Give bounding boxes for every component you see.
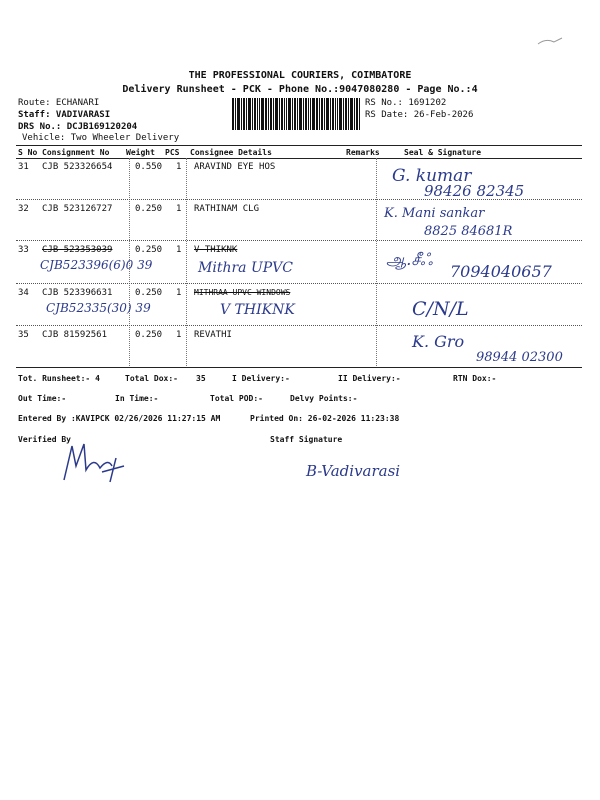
remark-handwritten: C/N/L [412, 298, 469, 320]
row-weight: 0.250 [135, 330, 163, 340]
row-weight: 0.550 [135, 162, 163, 172]
row-weight: 0.250 [135, 288, 163, 298]
staff-signature-handwritten: B-Vadivarasi [306, 462, 401, 480]
row-sno: 34 [18, 288, 29, 298]
printed-on: Printed On: 26-02-2026 11:23:38 [250, 414, 400, 423]
corrected-consignee-handwritten: Mithra UPVC [198, 260, 293, 276]
rs-number: RS No.: 1691202 [365, 98, 447, 108]
receiver-phone-handwritten: 8825 84681R [424, 224, 513, 239]
entered-by: Entered By :KAVIPCK 02/26/2026 11:27:15 AM [18, 414, 221, 423]
row-consignment: CJB 81592561 [42, 330, 108, 340]
row-weight: 0.250 [135, 245, 163, 255]
corrected-consignee-handwritten: V THIKNK [220, 302, 295, 318]
total-pod: Total POD:- [210, 394, 263, 403]
page-subtitle: Delivery Runsheet - PCK - Phone No.:9047080280 - Page No.:4 [122, 84, 478, 95]
total-dox-label: Total Dox:- [125, 374, 178, 383]
row-consignment: CJB 523396631 [42, 288, 113, 298]
total-dox-value: 35 [196, 374, 206, 383]
col-remarks: Remarks [346, 148, 380, 157]
row-pcs: 1 [176, 162, 182, 172]
receiver-name-handwritten: K. Gro [412, 332, 465, 351]
receiver-phone-handwritten: 98426 82345 [424, 182, 525, 200]
row-consignee-struck: MITHRAA UPVC WINDOWS [194, 288, 291, 297]
row-divider [16, 199, 582, 200]
barcode [232, 98, 360, 130]
delvy-points: Delvy Points:- [290, 394, 358, 403]
route-info: Route: ECHANARI [18, 98, 100, 108]
column-guide [186, 158, 187, 366]
corrected-consignment-handwritten: CJB523396(6)0 39 [40, 258, 153, 272]
col-weight: Weight [126, 148, 155, 157]
i-delivery: I Delivery:- [232, 374, 290, 383]
col-seal-signature: Seal & Signature [404, 148, 482, 157]
row-pcs: 1 [176, 245, 182, 255]
verified-by: Verified By [18, 435, 71, 444]
table-header-rule [16, 158, 582, 159]
col-sno: S No [18, 148, 38, 157]
table-bottom-rule [16, 367, 582, 368]
receiver-name-handwritten: K. Mani sankar [384, 206, 485, 221]
row-divider [16, 240, 582, 241]
column-guide [376, 158, 377, 366]
drs-info: DRS No.: DCJB169120204 [18, 122, 138, 132]
rtn-dox: RTN Dox:- [453, 374, 497, 383]
row-consignee: RATHINAM CLG [194, 204, 260, 214]
row-weight: 0.250 [135, 204, 163, 214]
rs-date: RS Date: 26-Feb-2026 [365, 110, 474, 120]
row-consignee: ARAVIND EYE HOS [194, 162, 276, 172]
row-sno: 33 [18, 245, 29, 255]
col-consignment: Consignment No [42, 148, 110, 157]
staff-info: Staff: VADIVARASI [18, 110, 111, 120]
signature-scribble: ஆ.சீஃ [386, 250, 433, 269]
row-pcs: 1 [176, 204, 182, 214]
receiver-phone-handwritten: 98944 02300 [476, 350, 563, 365]
receiver-phone-handwritten: 7094040657 [450, 262, 552, 281]
corrected-consignment-handwritten: CJB52335(30) 39 [46, 301, 151, 315]
row-divider [16, 325, 582, 326]
row-pcs: 1 [176, 330, 182, 340]
table-top-rule [16, 145, 582, 146]
row-consignee: REVATHI [194, 330, 232, 340]
verifier-signature [50, 436, 130, 486]
receiver-name-handwritten: G. kumar [392, 166, 472, 186]
out-time: Out Time:- [18, 394, 67, 403]
row-sno: 35 [18, 330, 29, 340]
row-divider [16, 283, 582, 284]
row-pcs: 1 [176, 288, 182, 298]
staff-signature-label: Staff Signature [270, 435, 343, 444]
ii-delivery: II Delivery:- [338, 374, 401, 383]
row-consignment: CJB 523126727 [42, 204, 113, 214]
row-consignment: CJB 523326654 [42, 162, 113, 172]
row-consignee-struck: V THIKNK [194, 245, 238, 255]
in-time: In Time:- [115, 394, 159, 403]
row-sno: 32 [18, 204, 29, 214]
row-sno: 31 [18, 162, 29, 172]
company-name: THE PROFESSIONAL COURIERS, COIMBATORE [188, 70, 412, 81]
total-runsheet: Tot. Runsheet:- 4 [18, 374, 100, 383]
corner-mark [536, 34, 566, 48]
col-pcs: PCS [165, 148, 180, 157]
col-consignee: Consignee Details [190, 148, 272, 157]
vehicle-info: Vehicle: Two Wheeler Delivery [22, 133, 180, 143]
row-consignment-struck: CJB 523353039 [42, 245, 113, 255]
